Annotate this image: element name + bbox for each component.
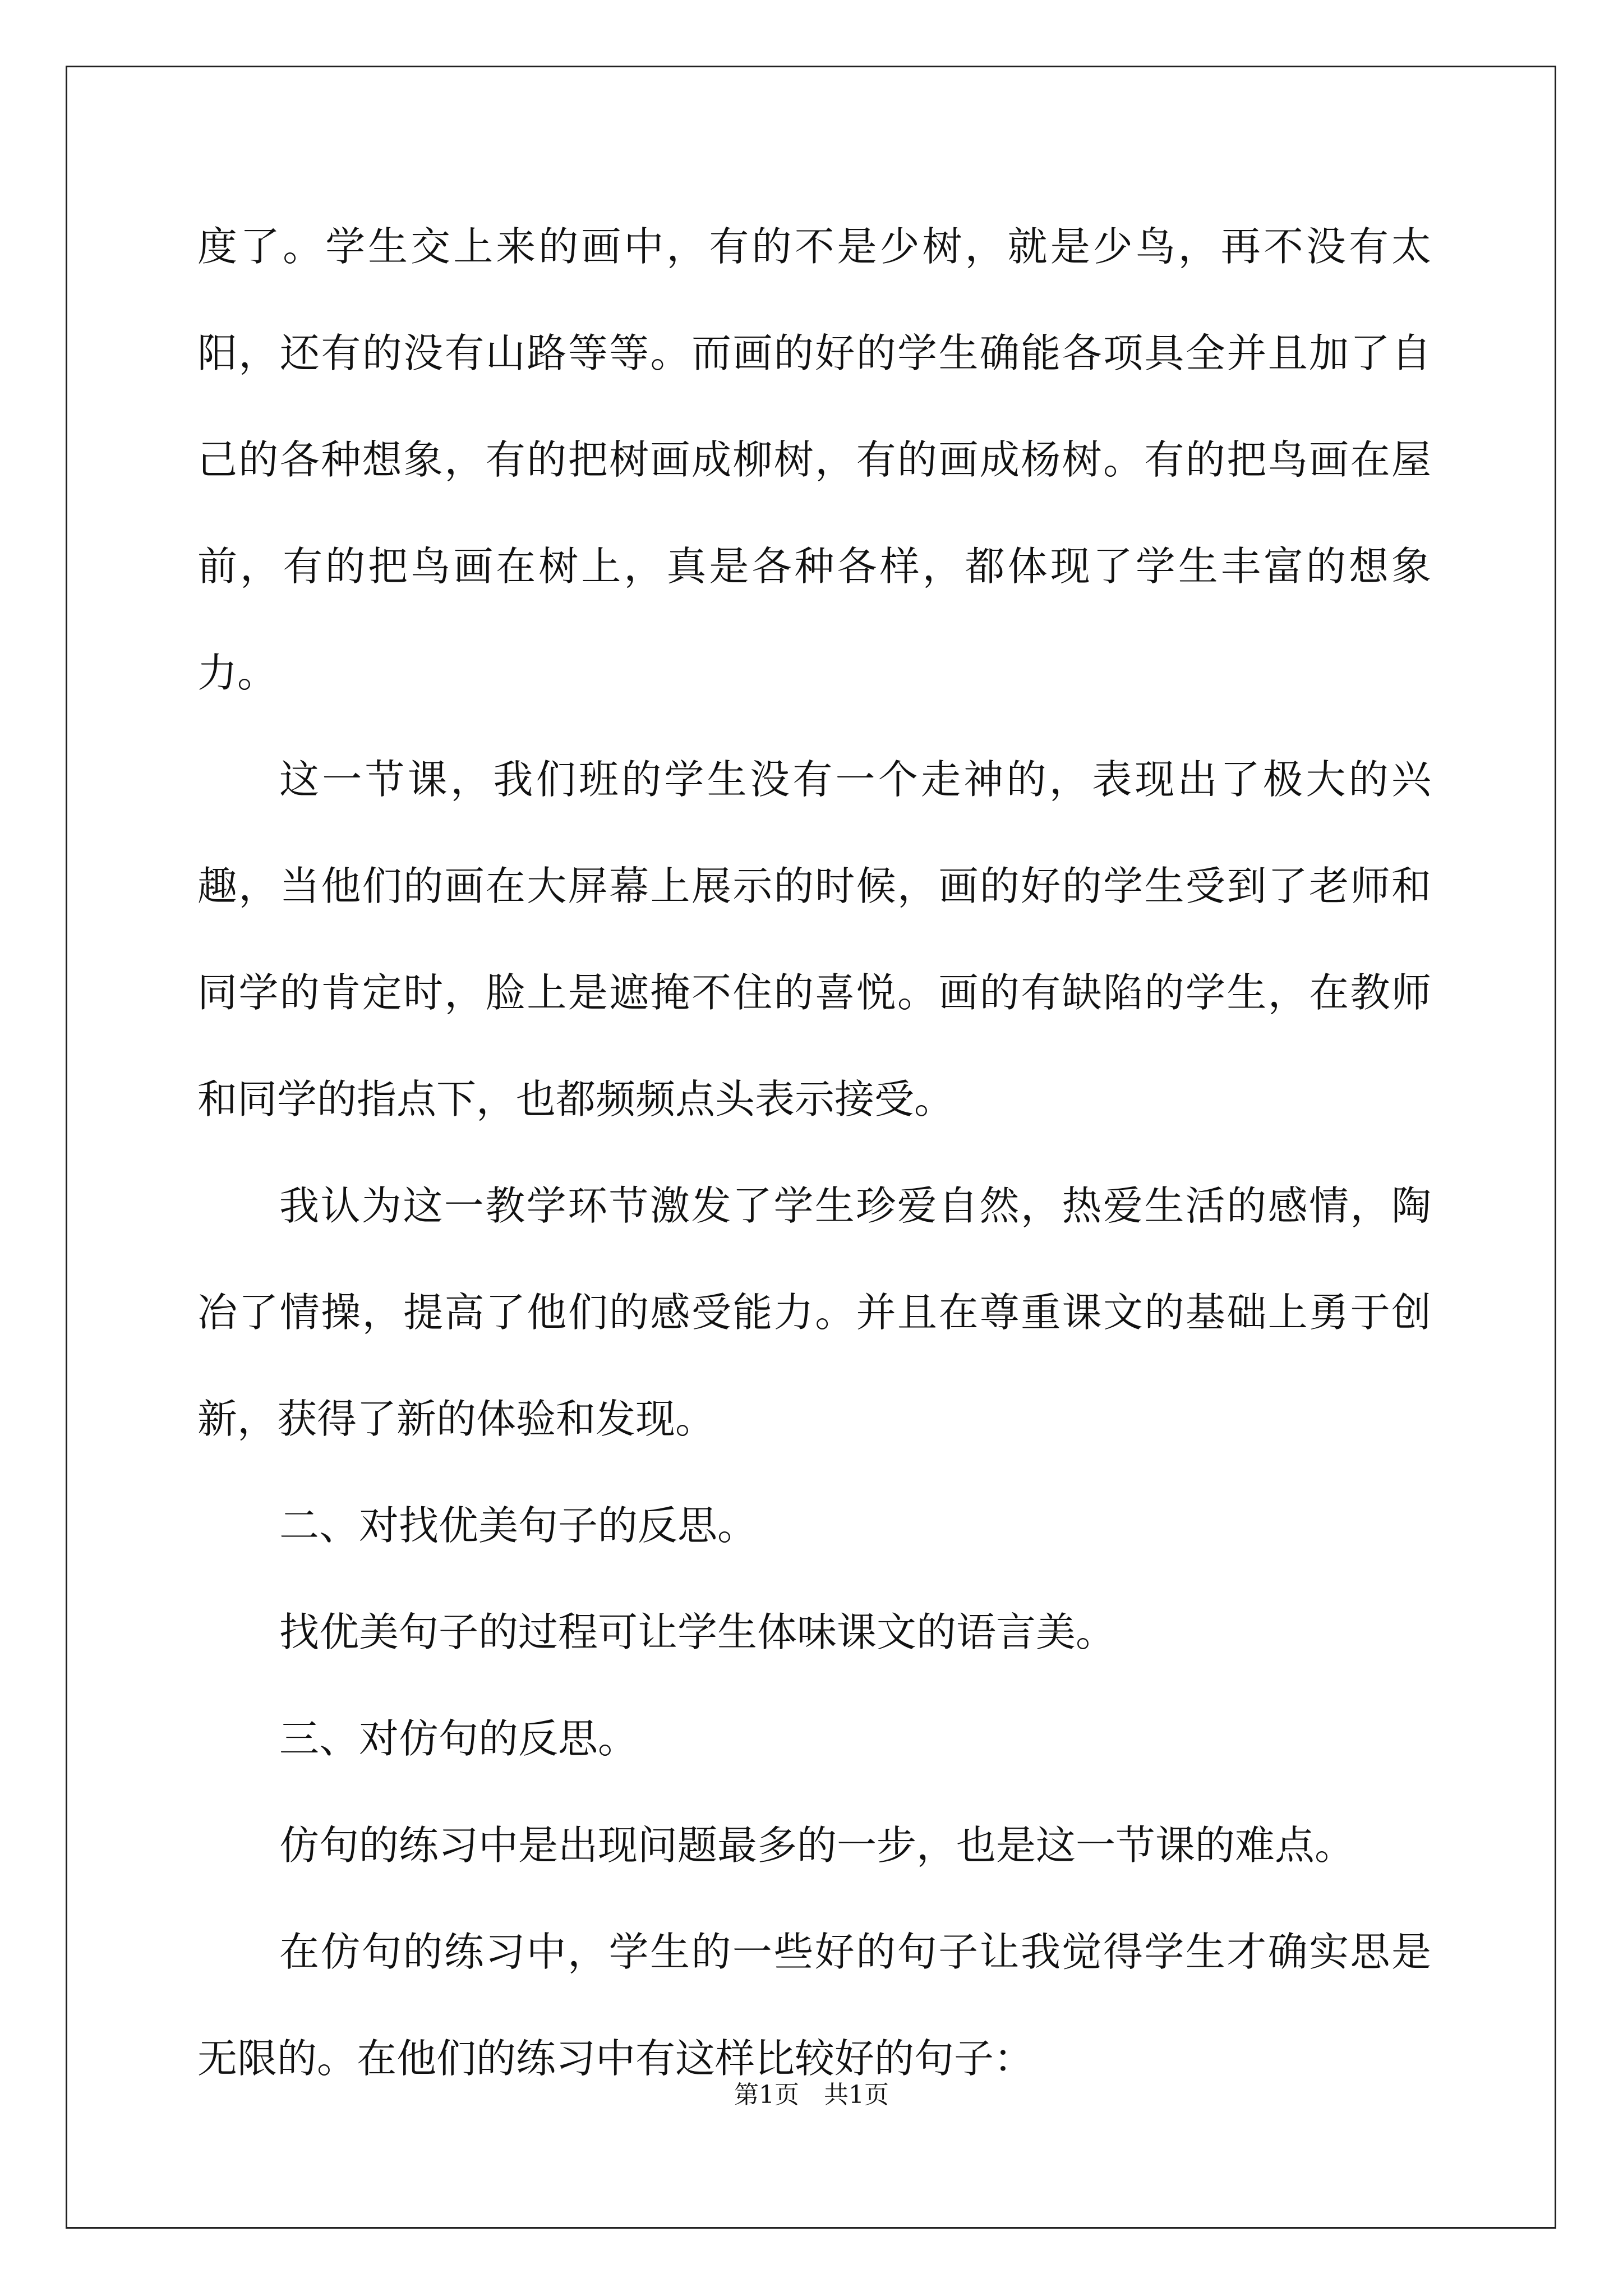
paragraph-continuation: 度了。学生交上来的画中，有的不是少树，就是少鸟，再不没有太阳，还有的没有山路等等。而画的好的学生确能各项具全并且加了自己的各种想象，有的把树画成柳树，有的画成杨树。有的把鸟画在屋前，有的把鸟画在树上，真是各种各样，都体现了学生丰富的想象力。 bbox=[197, 223, 1431, 696]
section-heading-sentences: 二、对找优美句子的反思。 bbox=[279, 1502, 758, 1549]
page-number: 第1页 共1页 bbox=[734, 2081, 889, 2109]
paragraph-imitation-examples: 在仿句的练习中，学生的一些好的句子让我觉得学生才确实思是无限的。在他们的练习中有这样比较好的句子： bbox=[197, 1929, 1431, 2082]
paragraph-sentences: 找优美句子的过程可让学生体味课文的语言美。 bbox=[279, 1609, 1116, 1655]
paragraph-class-engagement: 这一节课，我们班的学生没有一个走神的，表现出了极大的兴趣，当他们的画在大屏幕上展示的时候，画的好的学生受到了老师和同学的肯定时，脸上是遮掩不住的喜悦。画的有缺陷的学生，在教师和同学的指点下，也都频频点头表示接受。 bbox=[197, 756, 1431, 1122]
paragraph-teaching-reflection: 我认为这一教学环节激发了学生珍爱自然，热爱生活的感情，陶冶了情操，提高了他们的感受能力。并且在尊重课文的基础上勇于创新，获得了新的体验和发现。 bbox=[197, 1182, 1431, 1442]
paragraph-imitation-difficulty: 仿句的练习中是出现问题最多的一步，也是这一节课的难点。 bbox=[279, 1822, 1355, 1869]
document-body bbox=[197, 194, 1431, 2112]
section-heading-imitation: 三、对仿句的反思。 bbox=[279, 1715, 638, 1762]
